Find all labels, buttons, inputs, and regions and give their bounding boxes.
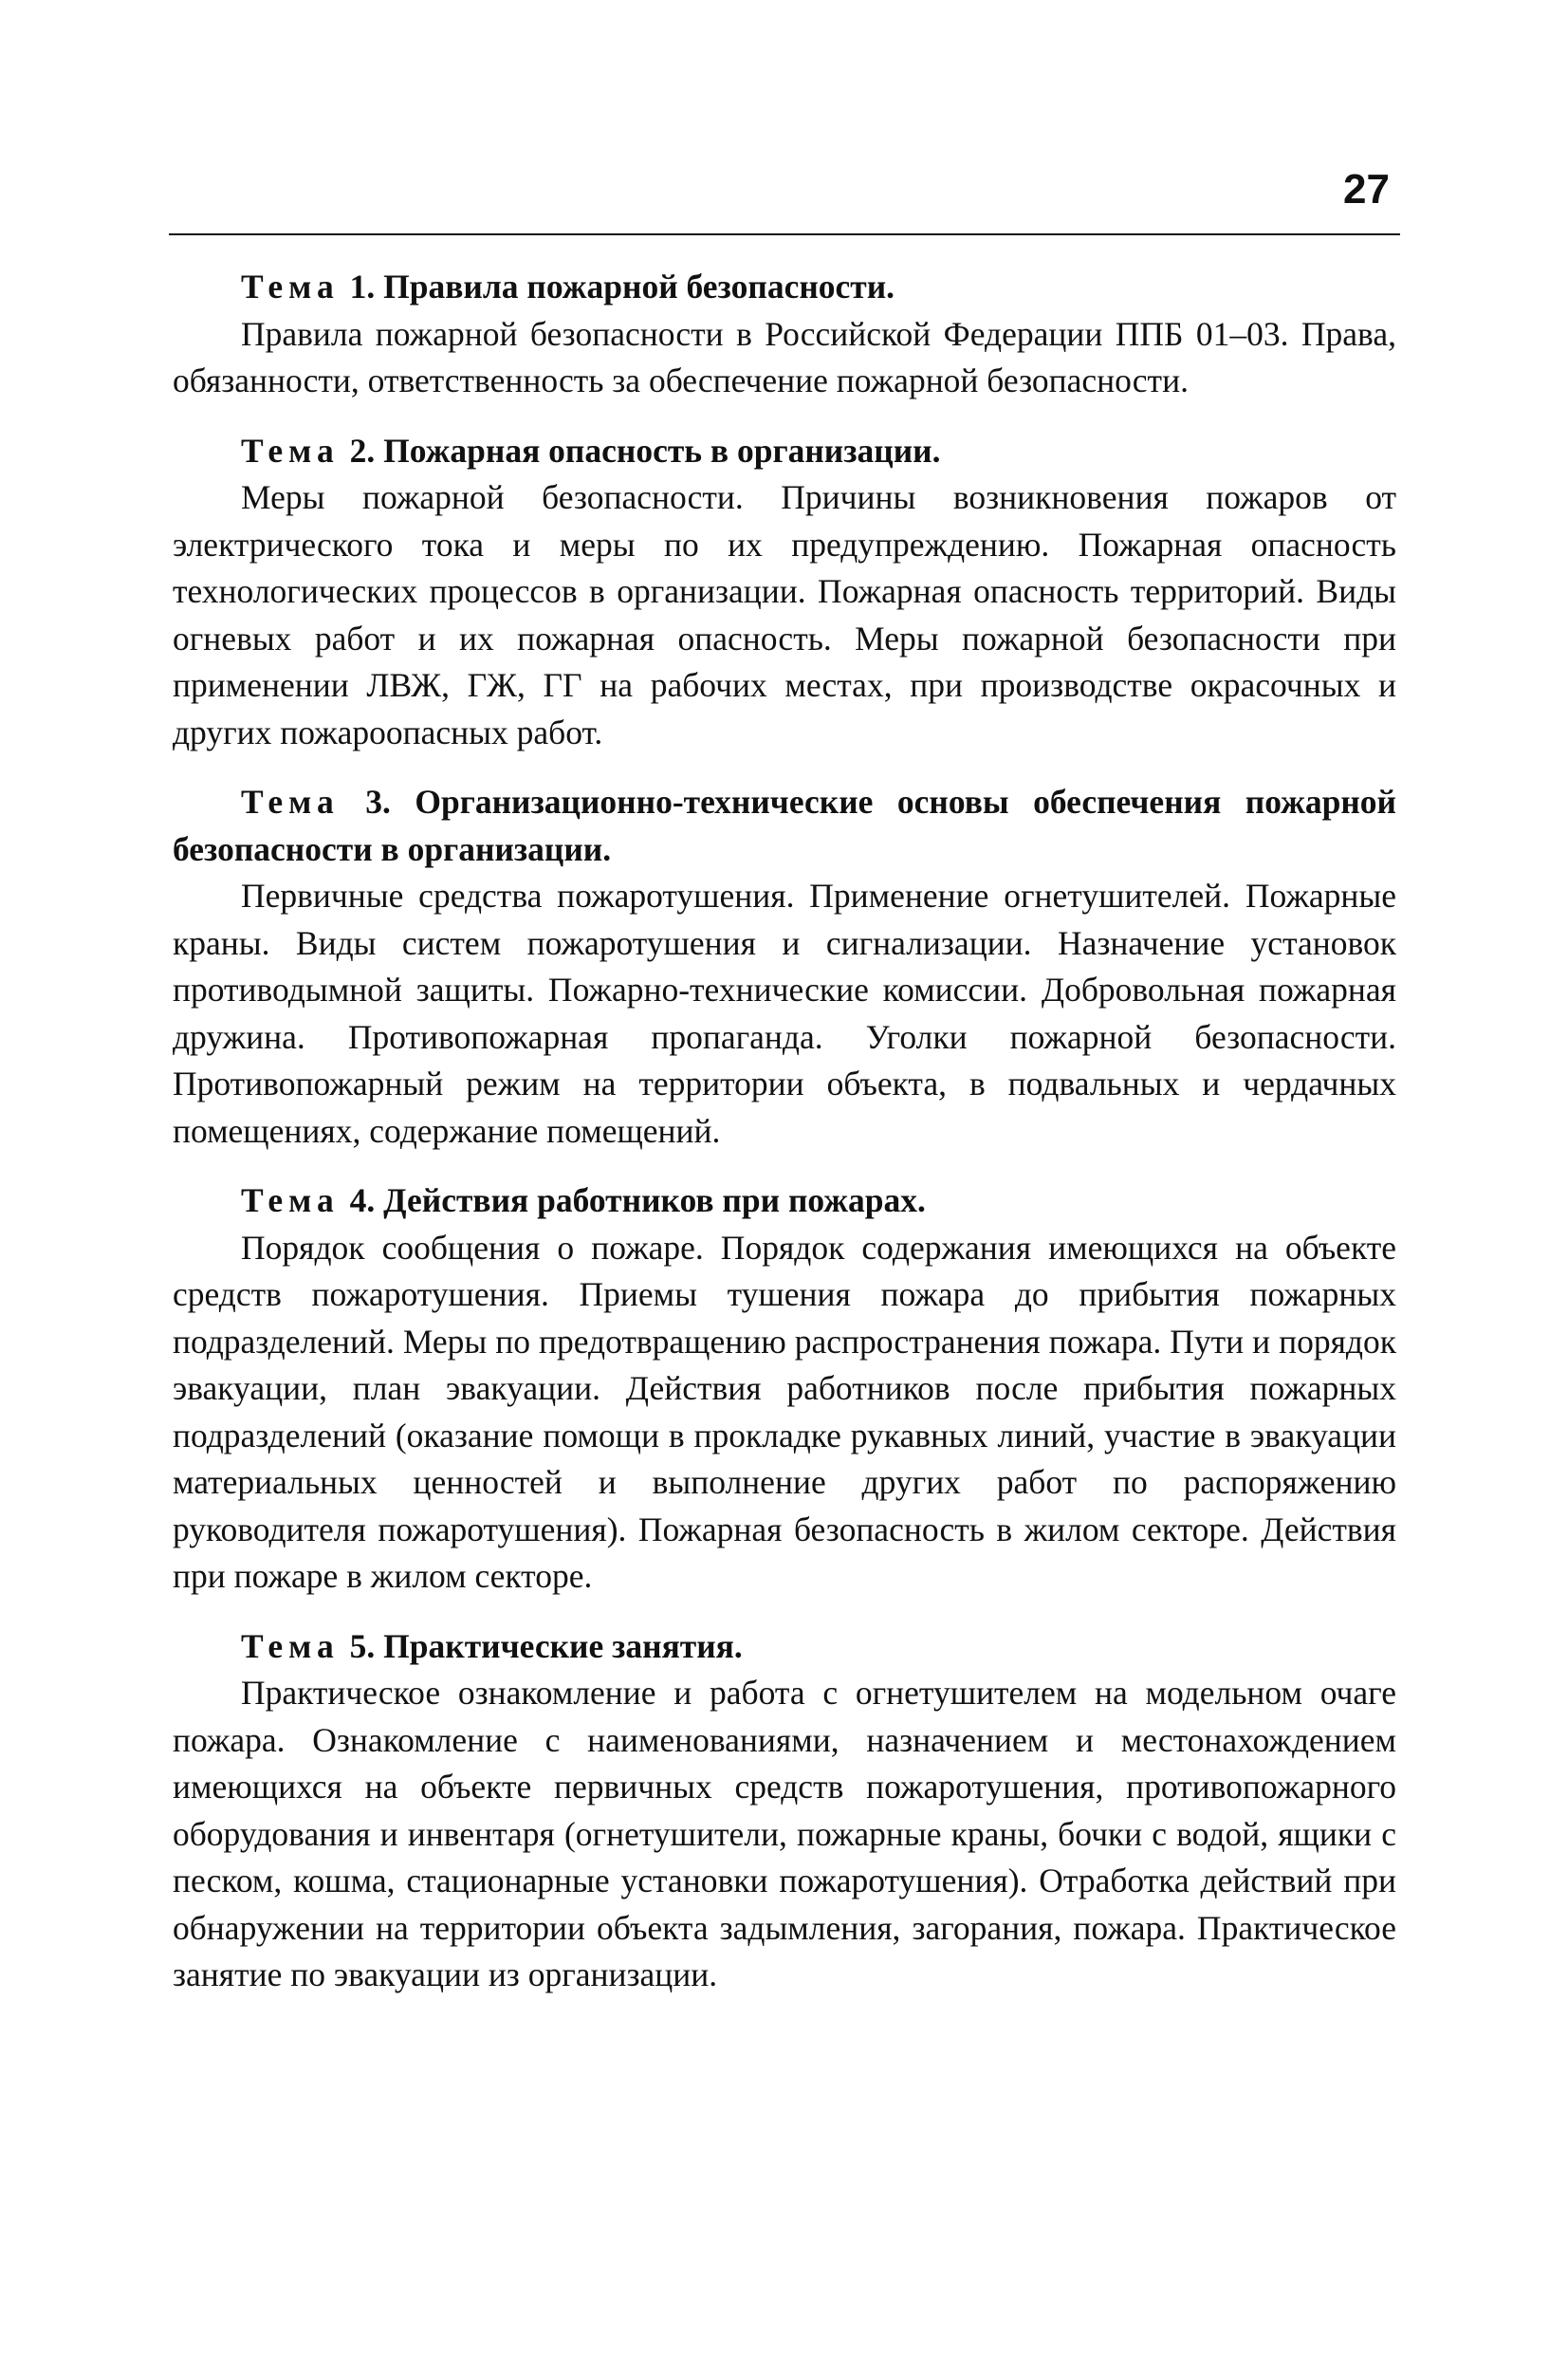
topic-title: Действия работников при пожарах. (383, 1181, 926, 1219)
topic-title: Практические занятия. (383, 1626, 743, 1665)
topic-body: Первичные средства пожаротушения. Применение огнетушителей. Пожарные краны. Виды систем пожаротушения и сигнализации. Назначение установок противодымной защиты. Пожарно-технические комиссии. Добровольная пожарная дружина. Противопожарная пропаганда. Уголки пожарной безопасности. Противопожарный режим на территории объекта, в подвальных и чердачных помещениях, содержание помещений. (173, 877, 1396, 1150)
topic-title: Правила пожарной безопасности. (383, 268, 895, 306)
topic-1 (173, 264, 1396, 405)
topic-body: Меры пожарной безопасности. Причины возникновения пожаров от электрического тока и меры по их предупреждению. Пожарная опасность технологических процессов в организации. Пожарная опасность территорий. Виды огневых работ и их пожарная опасность. Меры пожарной безопасности при применении ЛВЖ, ГЖ, ГГ на рабочих местах, при производстве окрасочных и других пожароопасных работ. (173, 478, 1396, 751)
topic-number: 3. (365, 783, 391, 821)
topic-number: 4. (349, 1181, 376, 1219)
topic-label: Тема (241, 1181, 340, 1219)
topic-body: Практическое ознакомление и работа с огнетушителем на модельном очаге пожара. Ознакомление с наименованиями, назначением и местонахождением имеющихся на объекте первичных средств пожаротушения, противопожарного оборудования и инвентаря (огнетушители, пожарные краны, бочки с водой, ящики с песком, кошма, стационарные установки пожаротушения). Отработка действий при обнаружении на территории объекта задымления, загорания, пожара. Практическое занятие по эвакуации из организации. (173, 1674, 1396, 1993)
topic-2 (173, 428, 1396, 757)
header-rule (169, 233, 1400, 235)
topic-4 (173, 1177, 1396, 1601)
topic-number: 2. (349, 431, 376, 470)
page-content (173, 264, 1396, 2022)
topic-heading (173, 1623, 1396, 1671)
topic-heading (173, 428, 1396, 475)
topic-title: Пожарная опасность в организации. (383, 431, 941, 470)
topic-body: Правила пожарной безопасности в Российской Федерации ППБ 01–03. Права, обязанности, ответственность за обеспечение пожарной безопасности. (173, 314, 1396, 399)
topic-heading (173, 264, 1396, 311)
topic-label: Тема (241, 1626, 340, 1665)
topic-title: Организационно-технические основы обеспечения пожарной безопасности в организации. (173, 783, 1396, 868)
topic-label: Тема (241, 431, 340, 470)
topic-label: Тема (241, 268, 340, 306)
topic-5 (173, 1623, 1396, 1999)
page-number: 27 (1343, 166, 1390, 213)
topic-number: 5. (349, 1626, 376, 1665)
topic-label: Тема (241, 783, 340, 821)
topic-3 (173, 779, 1396, 1155)
topic-heading (173, 779, 1396, 873)
topic-body: Порядок сообщения о пожаре. Порядок содержания имеющихся на объекте средств пожаротушения. Приемы тушения пожара до прибытия пожарных подразделений. Меры по предотвращению распространения пожара. Пути и порядок эвакуации, план эвакуации. Действия работников после прибытия пожарных подразделений (оказание помощи в прокладке рукавных линий, участие в эвакуации материальных ценностей и выполнение других работ по распоряжению руководителя пожаротушения). Пожарная безопасность в жилом секторе. Действия при пожаре в жилом секторе. (173, 1228, 1396, 1595)
topic-heading (173, 1177, 1396, 1225)
topic-number: 1. (349, 268, 376, 306)
